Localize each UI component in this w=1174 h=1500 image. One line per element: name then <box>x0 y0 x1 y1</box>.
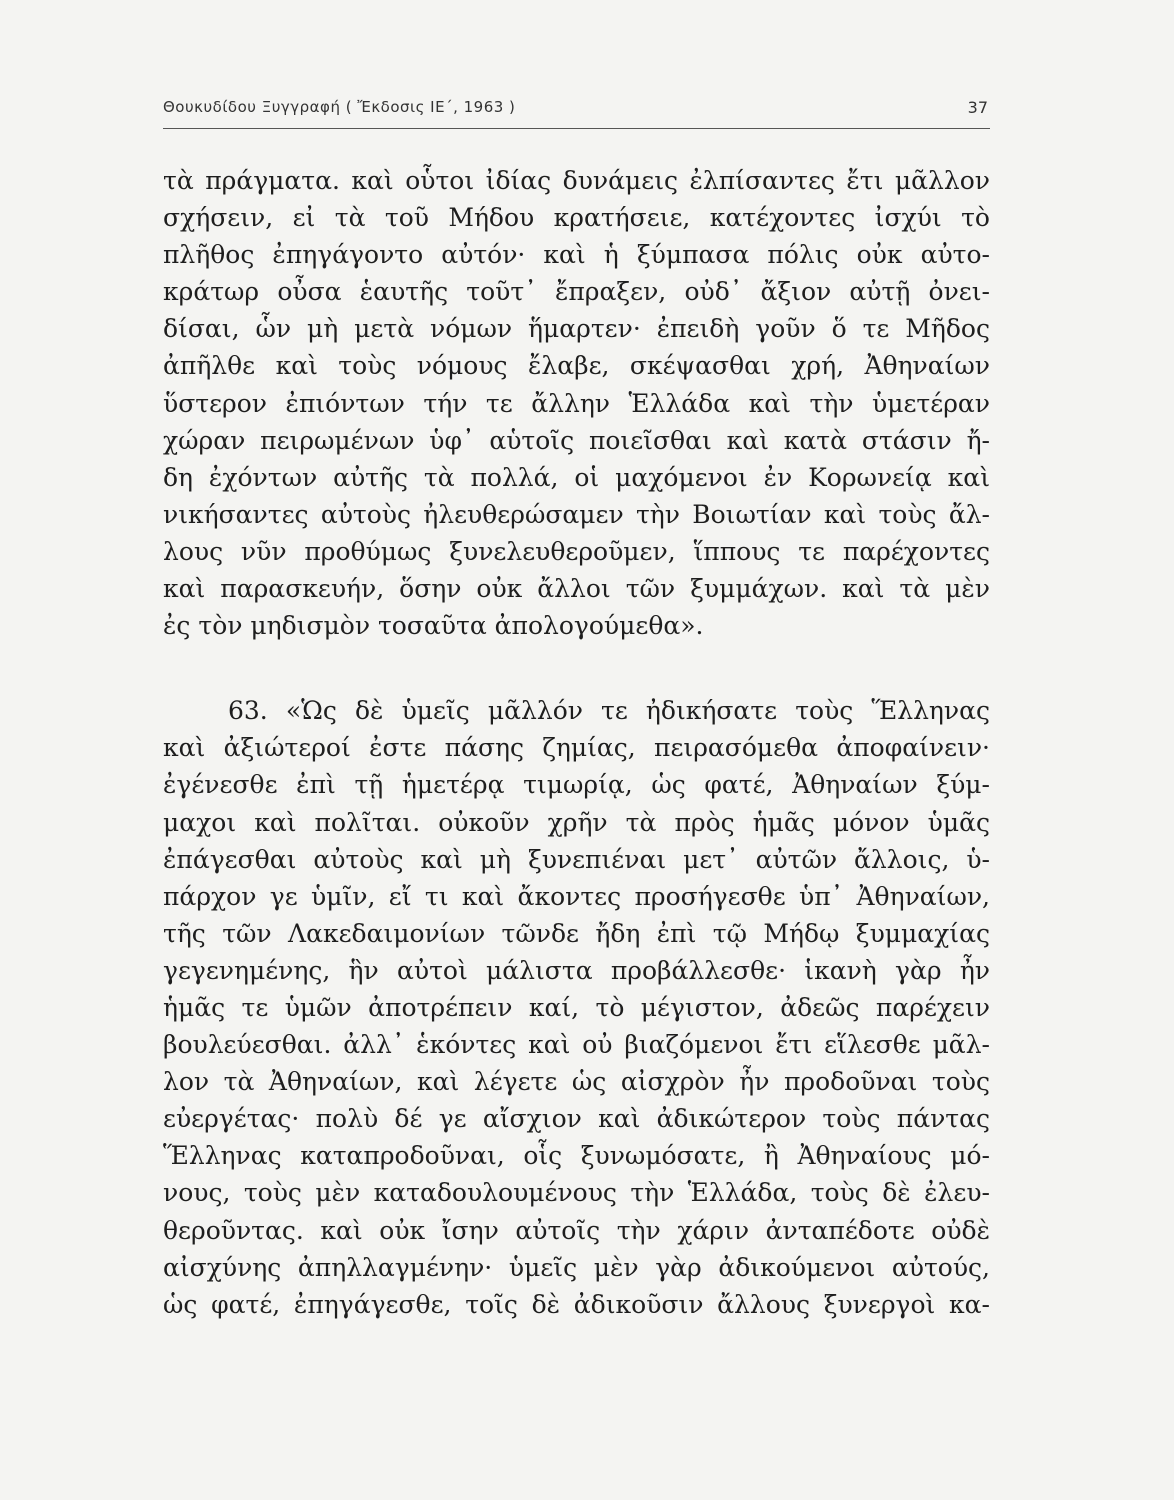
paragraph-1 <box>163 162 990 644</box>
text-line: ἀπῆλθε καὶ τοὺς νόμους ἔλαβε, σκέψασθαι χρή, Ἀθηναίων <box>163 351 990 381</box>
text-line: δη ἐχόντων αὐτῆς τὰ πολλά, οἱ μαχόμενοι ἐν Κορωνείᾳ καὶ <box>163 462 990 492</box>
text-line: εὐεργέτας· πολὺ δέ γε αἴσχιον καὶ ἀδικώτερον τοὺς πάντας <box>163 1104 990 1134</box>
running-header <box>163 96 990 129</box>
text-line: τῆς τῶν Λακεδαιμονίων τῶνδε ἤδη ἐπὶ τῷ Μήδῳ ξυμμαχίας <box>163 918 990 948</box>
text-line: χώραν πειρωμένων ὑφ᾽ αὑτοῖς ποιεῖσθαι καὶ κατὰ στάσιν ἤ- <box>163 425 990 455</box>
text-line: σχήσειν, εἰ τὰ τοῦ Μήδου κρατήσειε, κατέχοντες ἰσχύι τὸ <box>163 203 990 233</box>
text-line: καὶ παρασκευήν, ὅσην οὐκ ἄλλοι τῶν ξυμμάχων. καὶ τὰ μὲν <box>163 574 990 604</box>
text-line: λον τὰ Ἀθηναίων, καὶ λέγετε ὡς αἰσχρὸν ἦν προδοῦναι τοὺς <box>163 1067 990 1097</box>
chapter-start-line: 63. «Ὡς δὲ ὑμεῖς μᾶλλόν τε ἠδικήσατε τοὺς Ἕλληνας <box>228 696 990 726</box>
text-line: πλῆθος ἐπηγάγοντο αὐτόν· καὶ ἡ ξύμπασα πόλις οὐκ αὐτο- <box>163 240 990 270</box>
text-line: βουλεύεσθαι. ἀλλ᾽ ἑκόντες καὶ οὐ βιαζόμενοι ἔτι εἵλεσθε μᾶλ- <box>163 1030 990 1060</box>
text-line: καὶ ἀξιώτεροί ἐστε πάσης ζημίας, πειρασόμεθα ἀποφαίνειν· <box>163 733 990 763</box>
text-line: τὰ πράγματα. καὶ οὗτοι ἰδίας δυνάμεις ἐλπίσαντες ἔτι μᾶλλον <box>163 166 990 195</box>
text-line: γεγενημένης, ἣν αὐτοὶ μάλιστα προβάλλεσθε· ἱκανὴ γὰρ ἦν <box>163 955 990 985</box>
text-line: ἡμᾶς τε ὑμῶν ἀποτρέπειν καί, τὸ μέγιστον, ἀδεῶς παρέχειν <box>163 992 990 1022</box>
text-line: κράτωρ οὖσα ἑαυτῆς τοῦτ᾽ ἔπραξεν, οὐδ᾽ ἄξιον αὐτῇ ὀνει- <box>163 277 990 307</box>
page-number: 37 <box>967 98 988 117</box>
text-line: ἐγένεσθε ἐπὶ τῇ ἡμετέρᾳ τιμωρίᾳ, ὡς φατέ, Ἀθηναίων ξύμ- <box>163 770 990 800</box>
text-line: ὡς φατέ, ἐπηγάγεσθε, τοῖς δὲ ἀδικοῦσιν ἄλλους ξυνεργοὶ κα- <box>163 1289 990 1319</box>
text-line: μαχοι καὶ πολῖται. οὐκοῦν χρῆν τὰ πρὸς ἡμᾶς μόνον ὑμᾶς <box>163 807 990 837</box>
text-line: Ἕλληνας καταπροδοῦναι, οἷς ξυνωμόσατε, ἢ Ἀθηναίους μό- <box>163 1141 990 1171</box>
text-line: ἐπάγεσθαι αὐτοὺς καὶ μὴ ξυνεπιέναι μετ᾽ αὐτῶν ἄλλοις, ὑ- <box>163 844 990 874</box>
paragraph-2 <box>163 692 990 1323</box>
text-line: λους νῦν προθύμως ξυνελευθεροῦμεν, ἵππους τε παρέχοντες <box>163 536 990 566</box>
text-line: νους, τοὺς μὲν καταδουλουμένους τὴν Ἑλλάδα, τοὺς δὲ ἐλευ- <box>163 1178 990 1208</box>
text-line: δίσαι, ὧν μὴ μετὰ νόμων ἥμαρτεν· ἐπειδὴ γοῦν ὅ τε Μῆδος <box>163 314 990 344</box>
text-line: ἐς τὸν μηδισμὸν τοσαῦτα ἀπολογούμεθα». <box>163 611 704 641</box>
text-line: ὕστερον ἐπιόντων τήν τε ἄλλην Ἑλλάδα καὶ τὴν ὑμετέραν <box>163 388 990 418</box>
header-title: Θουκυδίδου Ξυγγραφή ( Ἔκδοσις ΙΕ΄, 1963 ) <box>163 98 516 116</box>
text-line: αἰσχύνης ἀπηλλαγμένην· ὑμεῖς μὲν γὰρ ἀδικούμενοι αὐτούς, <box>163 1252 990 1282</box>
text-line: θεροῦντας. καὶ οὐκ ἴσην αὐτοῖς τὴν χάριν ἀνταπέδοτε οὐδὲ <box>163 1215 990 1245</box>
body-text <box>163 162 990 1323</box>
text-line: νικήσαντες αὐτοὺς ἠλευθερώσαμεν τὴν Βοιωτίαν καὶ τοὺς ἄλ- <box>163 499 990 529</box>
text-line: πάρχον γε ὑμῖν, εἴ τι καὶ ἄκοντες προσήγεσθε ὑπ᾽ Ἀθηναίων, <box>163 881 990 911</box>
